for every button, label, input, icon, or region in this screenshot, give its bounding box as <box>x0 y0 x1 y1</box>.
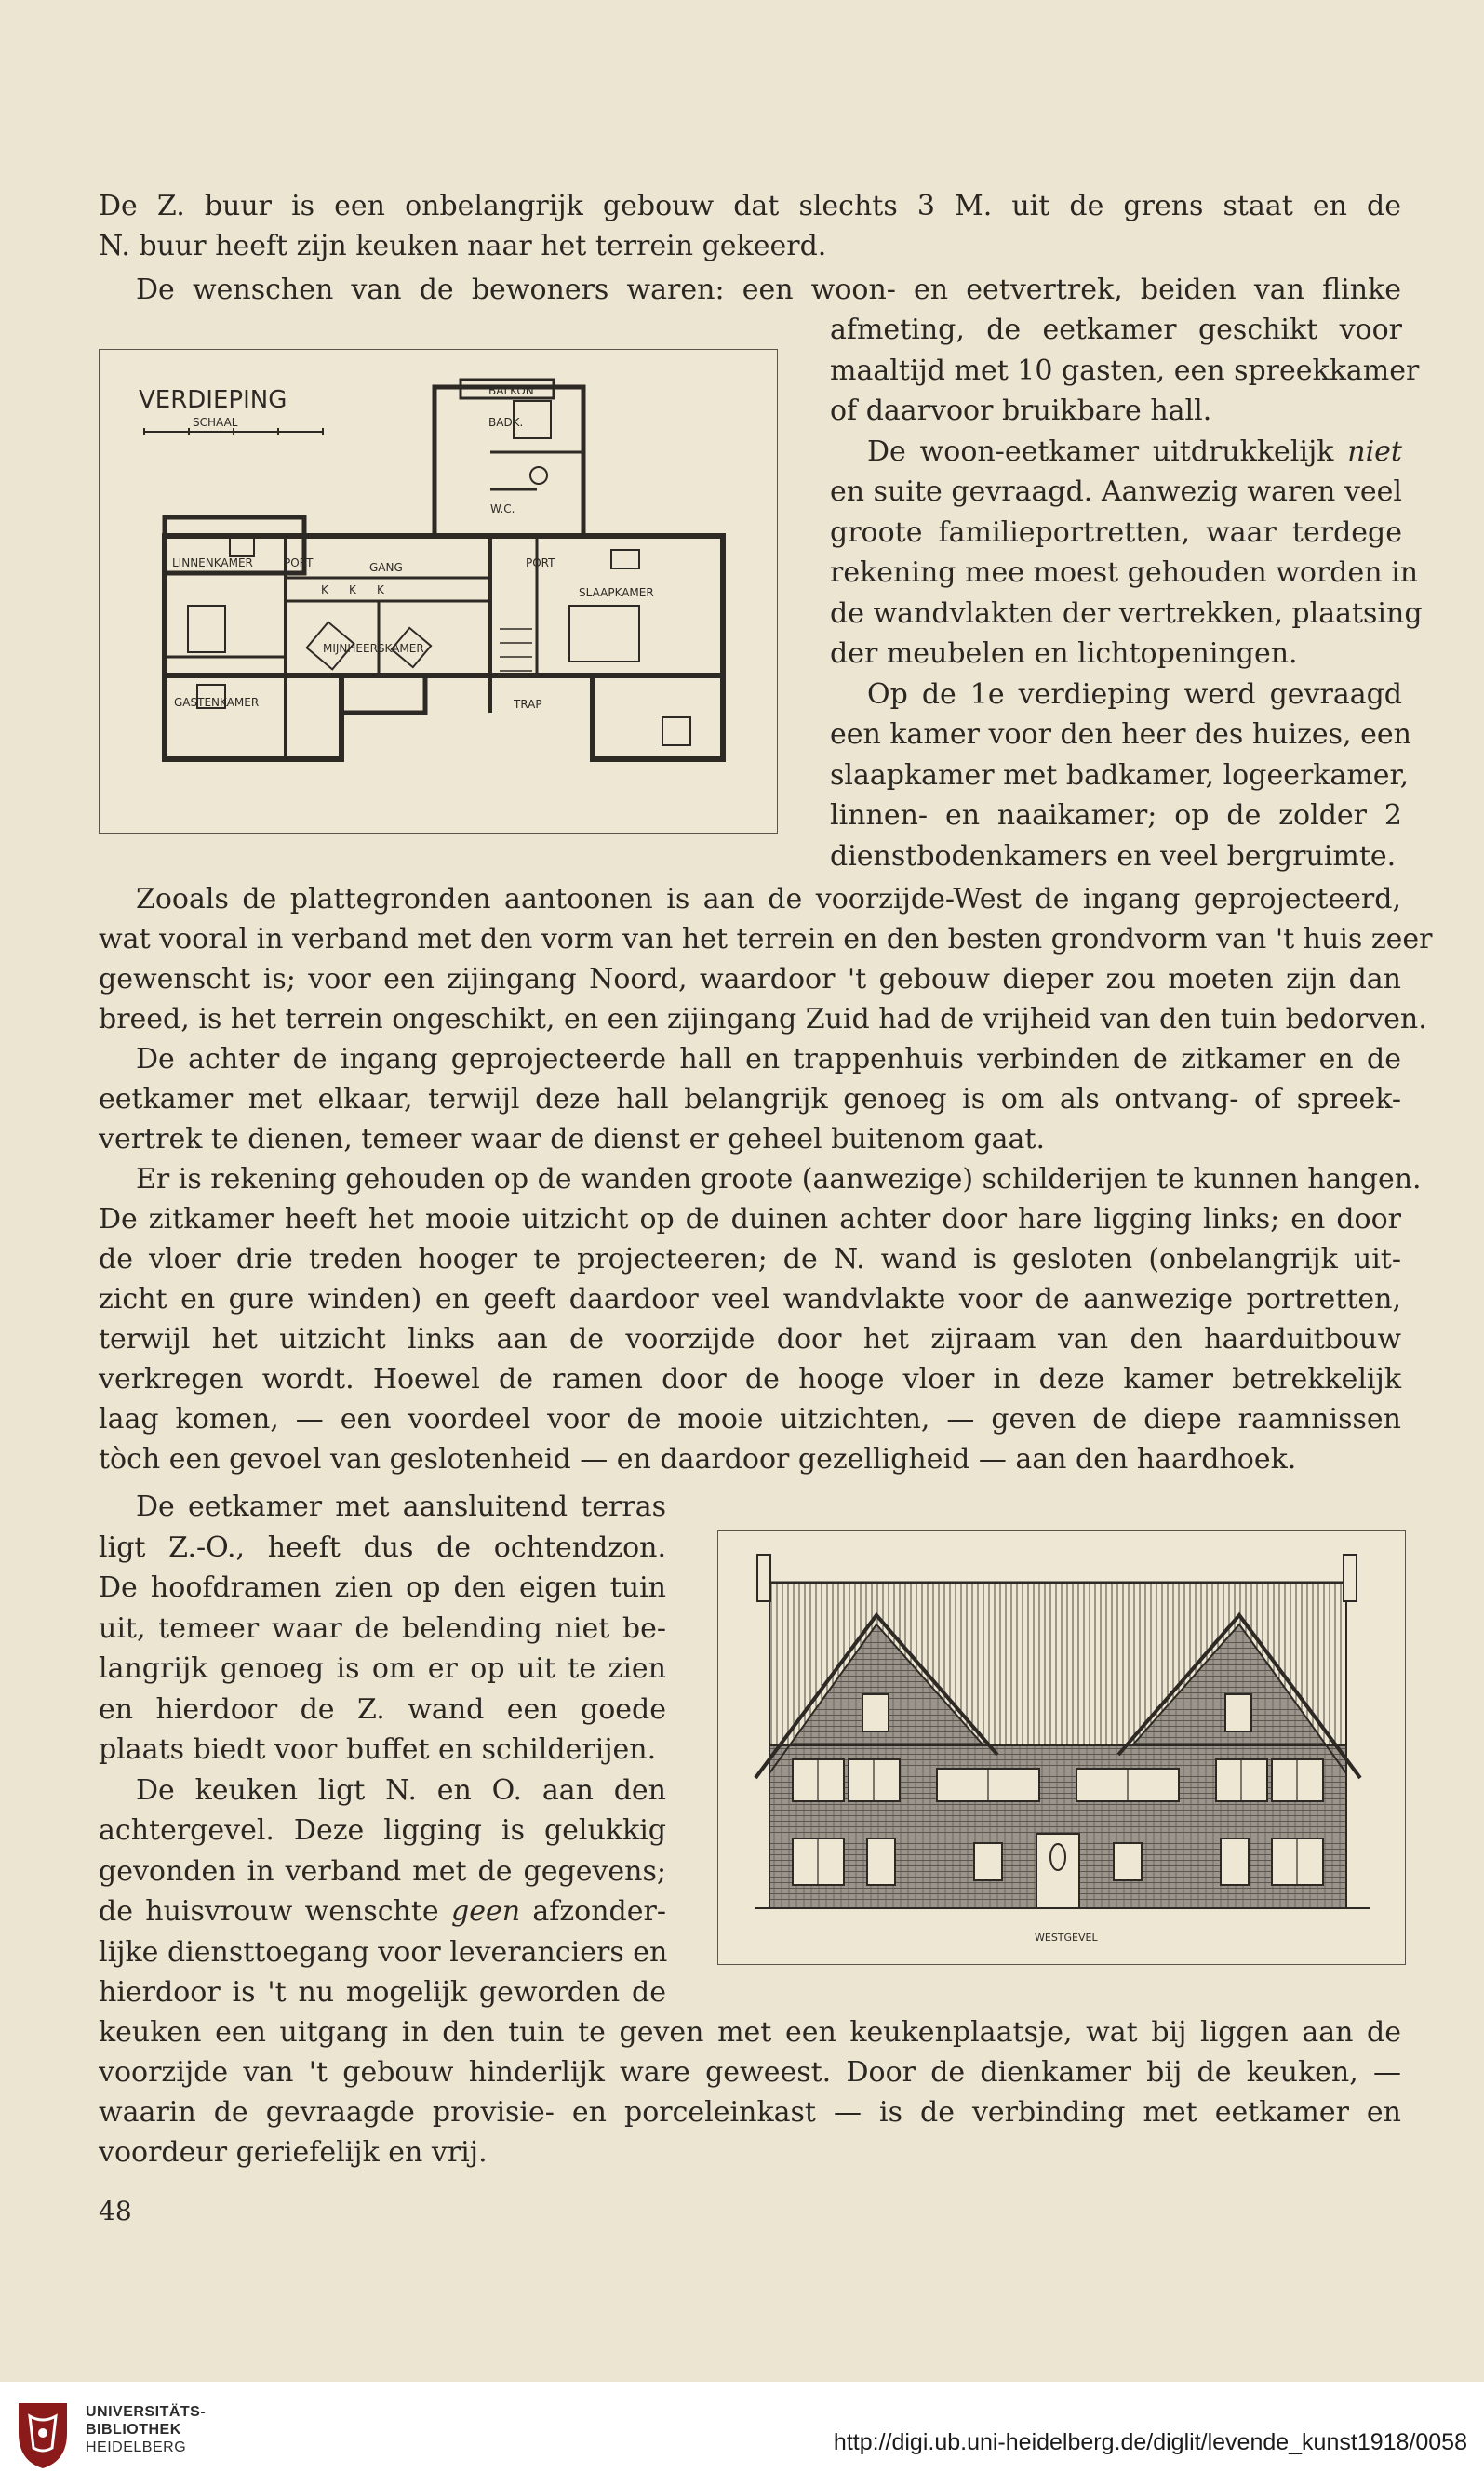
text-line: linnen- en naaikamer; op de zolder 2 <box>830 799 1402 832</box>
text-line: gevonden in verband met de gegevens; <box>99 1854 666 1888</box>
room-label-gang: GANG <box>369 561 403 574</box>
room-label-mijnheerskamer: MIJNHEERSKAMER <box>323 642 424 655</box>
paragraph-1 <box>99 186 1401 266</box>
text-line: slaapkamer met badkamer, logeerkamer, <box>830 758 1410 792</box>
text-line: De woon-eetkamer uitdrukkelijk niet <box>867 434 1402 468</box>
text-line: wat vooral in verband met den vorm van het terrein en den besten grondvorm van 't huis zeer <box>99 923 1433 956</box>
text-line: Op de 1e verdieping werd gevraagd <box>867 677 1402 711</box>
floor-plan-drawing <box>100 350 777 833</box>
library-logo-icon <box>13 2396 73 2472</box>
floor-plan-figure <box>99 349 778 834</box>
text-line: vertrek te dienen, temeer waar de dienst er geheel buitenom gaat. <box>99 1123 1046 1156</box>
text-line: keuken een uitgang in den tuin te geven met een keukenplaatsje, wat bij liggen aan de <box>99 2016 1401 2049</box>
page-number: 48 <box>99 2196 132 2226</box>
text-line: en suite gevraagd. Aanwezig waren veel <box>830 475 1402 508</box>
text-line: ligt Z.-O., heeft dus de ochtendzon. <box>99 1530 666 1564</box>
text-line: de huisvrouw wenschte geen afzonder- <box>99 1895 666 1928</box>
text-line: De eetkamer met aansluitend terras <box>136 1490 666 1523</box>
text-line: laag komen, — een voordeel voor de mooie uitzichten, — geven de diepe raamnissen <box>99 1403 1401 1436</box>
room-label-gastenkamer: GASTENKAMER <box>174 696 260 709</box>
plan-title: VERDIEPING <box>139 386 287 414</box>
text-line: lijke diensttoegang voor leveranciers en <box>99 1935 668 1969</box>
room-label-kast: K <box>321 583 328 596</box>
source-url-link[interactable]: http://digi.ub.uni-heidelberg.de/diglit/levende_kunst1918/0058 <box>833 2429 1467 2455</box>
text-line: plaats biedt voor buffet en schilderijen. <box>99 1733 657 1766</box>
room-label-wc: W.C. <box>490 502 515 515</box>
text-line: maaltijd met 10 gasten, een spreekkamer <box>830 354 1420 387</box>
paragraph-full-block <box>99 879 1433 1479</box>
room-label-trap: TRAP <box>514 698 542 711</box>
room-label-portaal-1: PORT <box>284 556 314 569</box>
text-line: verkregen wordt. Hoewel de ramen door de hooge vloer in deze kamer betrekkelijk <box>99 1363 1401 1396</box>
room-label-slaapkamer: SLAAPKAMER <box>579 586 654 599</box>
paragraph-last-block <box>99 2012 1401 2172</box>
room-label-linnenkamer: LINNENKAMER <box>172 556 253 569</box>
room-label-badkamer: BADK. <box>488 416 524 429</box>
text-line: uit, temeer waar de belending niet be- <box>99 1611 666 1645</box>
text-line: waarin de gevraagde provisie- en porceleinkast — is de verbinding met eetkamer en <box>99 2096 1401 2129</box>
text-line: eetkamer met elkaar, terwijl deze hall belangrijk genoeg is om als ontvang- of spreek- <box>99 1083 1401 1116</box>
text-line: en hierdoor de Z. wand een goede <box>99 1692 666 1726</box>
room-label-kast: K <box>349 583 356 596</box>
text-line: N. buur heeft zijn keuken naar het terrein gekeerd. <box>99 230 827 262</box>
room-label-balkon: BALKON <box>488 384 534 397</box>
paragraph-2-first-line <box>99 270 1401 310</box>
elevation-drawing <box>718 1531 1405 1964</box>
text-line: De zitkamer heeft het mooie uitzicht op de duinen achter door hare ligging links; en door <box>99 1203 1401 1236</box>
left-column-text <box>99 1487 666 2013</box>
text-line: Zooals de plattegronden aantoonen is aan de voorzijde-West de ingang geprojecteerd, <box>136 883 1401 916</box>
elevation-caption: WESTGEVEL <box>1035 1931 1098 1944</box>
text-line: gewenscht is; voor een zijingang Noord, waardoor 't gebouw dieper zou moeten zijn dan <box>99 963 1401 996</box>
text-line: De achter de ingang geprojecteerde hall en trappenhuis verbinden de zitkamer en de <box>136 1043 1401 1076</box>
plan-scale-label: SCHAAL <box>193 416 238 429</box>
text-line: of daarvoor bruikbare hall. <box>830 394 1212 427</box>
text-line: groote familieportretten, waar terdege <box>830 515 1402 549</box>
text-line: breed, is het terrein ongeschikt, en een zijingang Zuid had de vrijheid van den tuin bedorven. <box>99 1003 1427 1036</box>
text-line: De keuken ligt N. en O. aan den <box>136 1773 666 1807</box>
text-line: een kamer voor den heer des huizes, een <box>830 718 1411 751</box>
text-line: voordeur geriefelijk en vrij. <box>99 2136 488 2169</box>
text-line: der meubelen en lichtopeningen. <box>830 637 1298 670</box>
text-line: voorzijde van 't gebouw hinderlijk ware geweest. Door de dienkamer bij de keuken, — <box>99 2056 1401 2089</box>
room-label-kast: K <box>377 583 384 596</box>
text-line: de vloer drie treden hooger te projecteeren; de N. wand is gesloten (onbelangrijk uit- <box>99 1243 1401 1276</box>
text-line: De Z. buur is een onbelangrijk gebouw dat slechts 3 M. uit de grens staat en de <box>99 190 1401 222</box>
text-line: hierdoor is 't nu mogelijk geworden de <box>99 1976 666 2009</box>
text-line: rekening mee moest gehouden worden in <box>830 556 1419 589</box>
library-name: UNIVERSITÄTS- BIBLIOTHEK HEIDELBERG <box>86 2404 207 2455</box>
text-line: achtergevel. Deze ligging is gelukkig <box>99 1814 666 1847</box>
text-line: terwijl het uitzicht links aan de voorzijde door het zijraam van den haarduitbouw <box>99 1323 1401 1356</box>
text-line: De wenschen van de bewoners waren: een woon- en eetvertrek, beiden van flinke <box>136 274 1401 306</box>
room-label-portaal-2: PORT <box>526 556 555 569</box>
text-line: afmeting, de eetkamer geschikt voor <box>830 314 1402 346</box>
text-line: tòch een gevoel van geslotenheid — en daardoor gezelligheid — aan den haardhoek. <box>99 1443 1297 1476</box>
right-column-text <box>830 310 1423 876</box>
text-line: Er is rekening gehouden op de wanden groote (aanwezige) schilderijen te kunnen hangen. <box>136 1163 1422 1196</box>
text-line: De hoofdramen zien op den eigen tuin <box>99 1571 666 1604</box>
text-line: dienstbodenkamers en veel bergruimte. <box>830 839 1397 873</box>
text-line: zicht en gure winden) en geeft daardoor veel wandvlakte voor de aanwezige portretten, <box>99 1283 1401 1316</box>
elevation-figure <box>717 1530 1406 1965</box>
text-line: langrijk genoeg is om er op uit te zien <box>99 1652 666 1685</box>
text-line: de wandvlakten der vertrekken, plaatsing <box>830 596 1423 630</box>
